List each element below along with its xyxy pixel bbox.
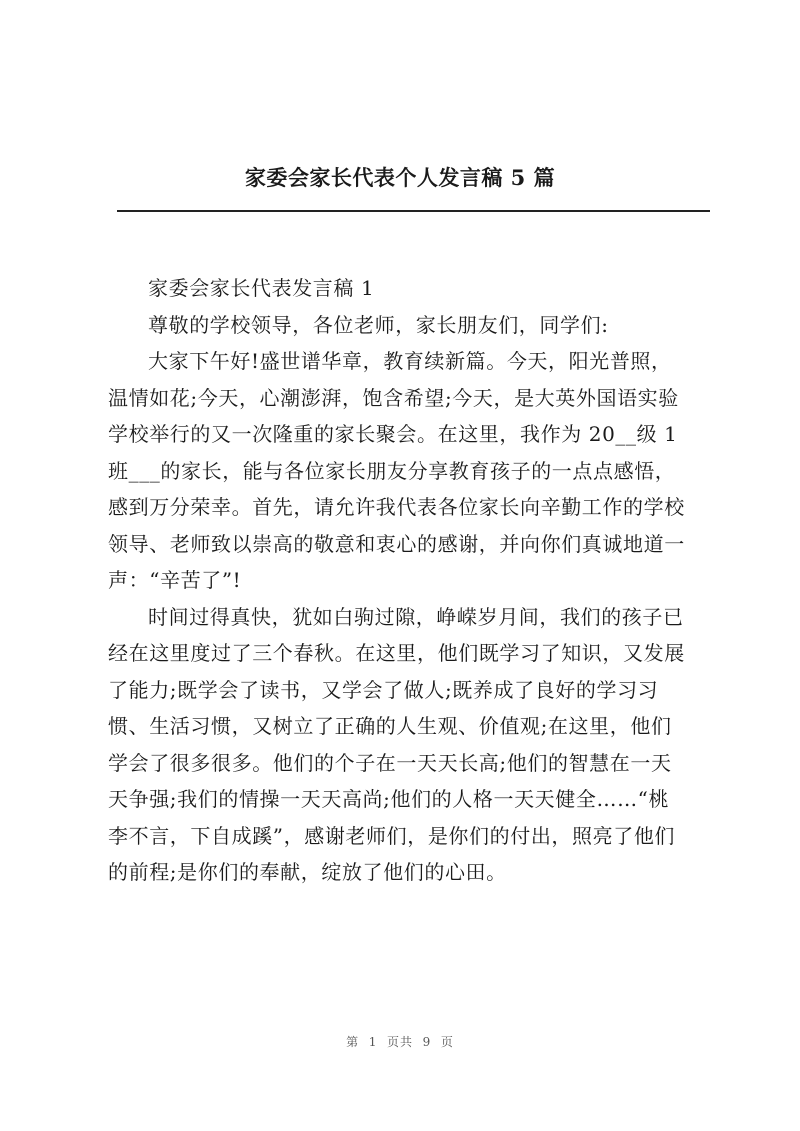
body-line: 领导、老师致以崇高的敬意和衷心的感谢，并向你们真诚地道一: [108, 531, 685, 556]
body-line: 经在这里度过了三个春秋。在这里，他们既学习了知识，又发展: [108, 641, 685, 665]
document-title: 家委会家长代表个人发言稿 5 篇: [244, 165, 556, 190]
body-line: 学会了很多很多。他们的个子在一天天长高;他们的智慧在一天: [108, 750, 672, 775]
page-number-footer: 第 1 页共 9 页: [346, 1035, 454, 1049]
body-line: 感到万分荣幸。首先，请允许我代表各位家长向辛勤工作的学校: [108, 495, 685, 519]
body-line: 声：“辛苦了”!: [108, 568, 242, 592]
body-line: 天争强;我们的情操一天天高尚;他们的人格一天天健全……“桃: [108, 787, 670, 811]
body-line: 温情如花;今天，心潮澎湃，饱含希望;今天，是大英外国语实验: [108, 385, 679, 410]
body-line: 大家下午好!盛世谱华章，教育续新篇。今天，阳光普照，: [148, 349, 672, 373]
document-body: [108, 270, 708, 891]
body-line: 家委会家长代表发言稿 1: [148, 276, 375, 300]
body-line: 班___的家长，能与各位家长朋友分享教育孩子的一点点感悟，: [108, 458, 676, 483]
body-line: 的前程;是你们的奉献，绽放了他们的心田。: [108, 860, 507, 884]
body-line: 了能力;既学会了读书，又学会了做人;既养成了良好的学习习: [108, 677, 659, 702]
body-line: 学校举行的又一次隆重的家长聚会。在这里，我作为 20__级 1: [108, 422, 678, 446]
body-line: 时间过得真快，犹如白驹过隙，峥嵘岁月间，我们的孩子已: [148, 604, 684, 629]
body-line: 李不言，下自成蹊”，感谢老师们，是你们的付出，照亮了他们: [108, 823, 676, 848]
body-line: 惯、生活习惯，又树立了正确的人生观、价值观;在这里，他们: [108, 714, 672, 738]
body-line: 尊敬的学校领导，各位老师，家长朋友们，同学们:: [148, 312, 609, 337]
title-divider: [117, 210, 710, 212]
